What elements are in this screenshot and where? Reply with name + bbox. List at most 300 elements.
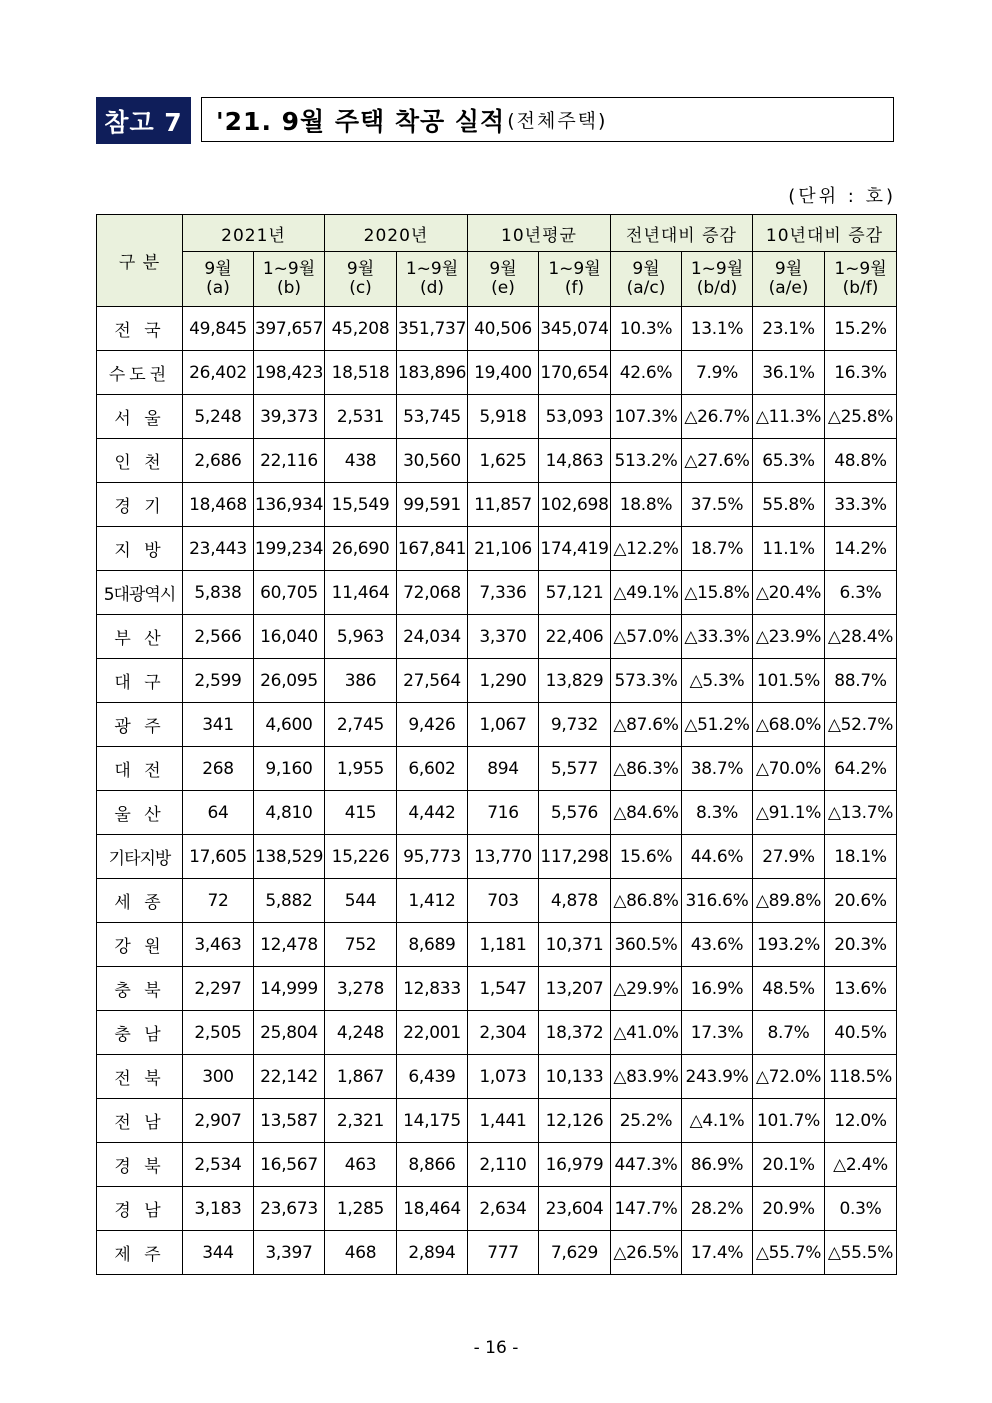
value-cell: 4,248 [325, 1011, 397, 1055]
region-cell: 경 북 [97, 1143, 183, 1187]
value-cell: 44.6% [682, 835, 753, 879]
value-cell: △33.3% [682, 615, 753, 659]
value-cell: 136,934 [254, 483, 325, 527]
region-cell: 부 산 [97, 615, 183, 659]
value-cell: 14,175 [397, 1099, 468, 1143]
value-cell: 894 [468, 747, 539, 791]
table-row [97, 659, 897, 703]
value-cell: 40,506 [468, 307, 539, 351]
value-cell: △87.6% [611, 703, 682, 747]
value-cell: 1,547 [468, 967, 539, 1011]
table-row [97, 483, 897, 527]
value-cell: 53,093 [539, 395, 611, 439]
table-row [97, 747, 897, 791]
value-cell: 88.7% [825, 659, 897, 703]
value-cell: 2,907 [183, 1099, 254, 1143]
value-cell: 7.9% [682, 351, 753, 395]
value-cell: 268 [183, 747, 254, 791]
value-cell: 18,518 [325, 351, 397, 395]
value-cell: 13,770 [468, 835, 539, 879]
value-cell: 9,732 [539, 703, 611, 747]
value-cell: 37.5% [682, 483, 753, 527]
column-header-period: 9월 [346, 259, 375, 279]
unit-label: (단위 : 호) [788, 186, 896, 207]
table-row [97, 307, 897, 351]
value-cell: △13.7% [825, 791, 897, 835]
value-cell: 7,336 [468, 571, 539, 615]
value-cell: 22,142 [254, 1055, 325, 1099]
value-cell: △29.9% [611, 967, 682, 1011]
value-cell: 17.3% [682, 1011, 753, 1055]
value-cell: 86.9% [682, 1143, 753, 1187]
column-header-period: 1~9월 [548, 259, 601, 279]
value-cell: 13,829 [539, 659, 611, 703]
value-cell: 7,629 [539, 1231, 611, 1275]
table-row [97, 1011, 897, 1055]
value-cell: 1,412 [397, 879, 468, 923]
value-cell: 183,896 [397, 351, 468, 395]
region-cell: 대 전 [97, 747, 183, 791]
value-cell: 15.2% [825, 307, 897, 351]
value-cell: 345,074 [539, 307, 611, 351]
value-cell: 5,838 [183, 571, 254, 615]
value-cell: 12,126 [539, 1099, 611, 1143]
value-cell: 16.3% [825, 351, 897, 395]
value-cell: 23,604 [539, 1187, 611, 1231]
column-header-period: 1~9월 [405, 259, 459, 279]
value-cell: 1,441 [468, 1099, 539, 1143]
value-cell: 12,833 [397, 967, 468, 1011]
table-row [97, 1055, 897, 1099]
value-cell: 573.3% [611, 659, 682, 703]
value-cell: 57,121 [539, 571, 611, 615]
value-cell: 45,208 [325, 307, 397, 351]
value-cell: △20.4% [753, 571, 825, 615]
table-row [97, 1187, 897, 1231]
column-header-code: (a/c) [626, 278, 666, 298]
value-cell: 2,894 [397, 1231, 468, 1275]
value-cell: 2,566 [183, 615, 254, 659]
value-cell: 18,468 [183, 483, 254, 527]
value-cell: 118.5% [825, 1055, 897, 1099]
value-cell: 65.3% [753, 439, 825, 483]
value-cell: 107.3% [611, 395, 682, 439]
value-cell: 8.3% [682, 791, 753, 835]
table-row [97, 395, 897, 439]
value-cell: 14.2% [825, 527, 897, 571]
value-cell: △15.8% [682, 571, 753, 615]
value-cell: △11.3% [753, 395, 825, 439]
document-title: '21. 9월 주택 착공 실적 [216, 106, 506, 136]
table-row [97, 703, 897, 747]
value-cell: 193.2% [753, 923, 825, 967]
value-cell: 1,067 [468, 703, 539, 747]
value-cell: △41.0% [611, 1011, 682, 1055]
value-cell: △89.8% [753, 879, 825, 923]
title-row [96, 97, 896, 144]
table-row [97, 967, 897, 1011]
value-cell: 117,298 [539, 835, 611, 879]
value-cell: △51.2% [682, 703, 753, 747]
table-row [97, 615, 897, 659]
value-cell: 9,426 [397, 703, 468, 747]
value-cell: 3,278 [325, 967, 397, 1011]
value-cell: 300 [183, 1055, 254, 1099]
value-cell: △55.5% [825, 1231, 897, 1275]
value-cell: 11,857 [468, 483, 539, 527]
value-cell: 16,567 [254, 1143, 325, 1187]
group-header: 10년평균 [468, 215, 611, 252]
value-cell: 9,160 [254, 747, 325, 791]
column-header-code: (a) [206, 278, 230, 298]
value-cell: △86.3% [611, 747, 682, 791]
value-cell: 8.7% [753, 1011, 825, 1055]
table-row [97, 879, 897, 923]
reference-badge: 참고 7 [96, 97, 191, 144]
value-cell: △26.7% [682, 395, 753, 439]
table-body [97, 307, 897, 1275]
value-cell: △12.2% [611, 527, 682, 571]
value-cell: △91.1% [753, 791, 825, 835]
value-cell: △52.7% [825, 703, 897, 747]
value-cell: 10,371 [539, 923, 611, 967]
value-cell: 18.7% [682, 527, 753, 571]
column-header-code: (f) [564, 278, 585, 298]
value-cell: 40.5% [825, 1011, 897, 1055]
value-cell: 72,068 [397, 571, 468, 615]
value-cell: 48.5% [753, 967, 825, 1011]
value-cell: 5,576 [539, 791, 611, 835]
region-cell: 대 구 [97, 659, 183, 703]
table-row [97, 1099, 897, 1143]
value-cell: 2,505 [183, 1011, 254, 1055]
value-cell: 16,979 [539, 1143, 611, 1187]
column-header-code: (e) [491, 278, 515, 298]
column-header-period: 1~9월 [834, 259, 887, 279]
value-cell: 64 [183, 791, 254, 835]
value-cell: 2,321 [325, 1099, 397, 1143]
value-cell: 24,034 [397, 615, 468, 659]
column-header-code: (b) [276, 278, 302, 298]
region-cell: 전 남 [97, 1099, 183, 1143]
value-cell: 102,698 [539, 483, 611, 527]
value-cell: 25.2% [611, 1099, 682, 1143]
value-cell: 15.6% [611, 835, 682, 879]
value-cell: 18,372 [539, 1011, 611, 1055]
region-cell: 수도권 [97, 351, 183, 395]
value-cell: 147.7% [611, 1187, 682, 1231]
region-cell: 전 북 [97, 1055, 183, 1099]
value-cell: 27,564 [397, 659, 468, 703]
value-cell: △23.9% [753, 615, 825, 659]
column-header [753, 252, 825, 307]
value-cell: 438 [325, 439, 397, 483]
column-header-code: (b/d) [696, 278, 738, 298]
value-cell: 20.1% [753, 1143, 825, 1187]
value-cell: 72 [183, 879, 254, 923]
value-cell: △57.0% [611, 615, 682, 659]
column-header-period: 1~9월 [690, 259, 744, 279]
value-cell: 21,106 [468, 527, 539, 571]
value-cell: 26,095 [254, 659, 325, 703]
value-cell: △84.6% [611, 791, 682, 835]
value-cell: 18,464 [397, 1187, 468, 1231]
value-cell: 38.7% [682, 747, 753, 791]
table-row [97, 791, 897, 835]
value-cell: 1,290 [468, 659, 539, 703]
column-header-period: 9월 [204, 259, 232, 279]
value-cell: 5,882 [254, 879, 325, 923]
value-cell: △72.0% [753, 1055, 825, 1099]
table-row [97, 439, 897, 483]
value-cell: 6,602 [397, 747, 468, 791]
value-cell: 11.1% [753, 527, 825, 571]
header-corner: 구 분 [97, 215, 183, 307]
value-cell: △25.8% [825, 395, 897, 439]
region-cell: 5대광역시 [97, 571, 183, 615]
column-header [468, 252, 539, 307]
value-cell: 18.1% [825, 835, 897, 879]
value-cell: 64.2% [825, 747, 897, 791]
value-cell: 198,423 [254, 351, 325, 395]
value-cell: 3,370 [468, 615, 539, 659]
value-cell: 4,810 [254, 791, 325, 835]
value-cell: 6,439 [397, 1055, 468, 1099]
table-row [97, 835, 897, 879]
column-header [825, 252, 897, 307]
column-header [183, 252, 254, 307]
value-cell: 2,297 [183, 967, 254, 1011]
region-cell: 충 남 [97, 1011, 183, 1055]
column-header [539, 252, 611, 307]
column-header-period: 9월 [632, 259, 660, 279]
value-cell: 53,745 [397, 395, 468, 439]
value-cell: 1,285 [325, 1187, 397, 1231]
region-cell: 경 남 [97, 1187, 183, 1231]
value-cell: △4.1% [682, 1099, 753, 1143]
value-cell: 316.6% [682, 879, 753, 923]
value-cell: 60,705 [254, 571, 325, 615]
value-cell: 20.3% [825, 923, 897, 967]
column-header-period: 9월 [489, 259, 517, 279]
value-cell: △26.5% [611, 1231, 682, 1275]
value-cell: 2,534 [183, 1143, 254, 1187]
value-cell: 397,657 [254, 307, 325, 351]
value-cell: 344 [183, 1231, 254, 1275]
column-header [682, 252, 753, 307]
title-box [201, 97, 894, 142]
value-cell: 1,867 [325, 1055, 397, 1099]
value-cell: 4,878 [539, 879, 611, 923]
value-cell: 415 [325, 791, 397, 835]
value-cell: 447.3% [611, 1143, 682, 1187]
region-cell: 기타지방 [97, 835, 183, 879]
value-cell: 10,133 [539, 1055, 611, 1099]
value-cell: 36.1% [753, 351, 825, 395]
value-cell: 0.3% [825, 1187, 897, 1231]
value-cell: 2,745 [325, 703, 397, 747]
value-cell: 13.1% [682, 307, 753, 351]
value-cell: 10.3% [611, 307, 682, 351]
value-cell: 1,625 [468, 439, 539, 483]
region-cell: 전 국 [97, 307, 183, 351]
value-cell: 4,600 [254, 703, 325, 747]
value-cell: 30,560 [397, 439, 468, 483]
table-row [97, 1231, 897, 1275]
group-header: 2021년 [183, 215, 325, 252]
value-cell: 23.1% [753, 307, 825, 351]
value-cell: 27.9% [753, 835, 825, 879]
column-header [325, 252, 397, 307]
value-cell: 2,110 [468, 1143, 539, 1187]
value-cell: 17,605 [183, 835, 254, 879]
value-cell: 167,841 [397, 527, 468, 571]
table-row [97, 923, 897, 967]
value-cell: 716 [468, 791, 539, 835]
value-cell: 42.6% [611, 351, 682, 395]
value-cell: △27.6% [682, 439, 753, 483]
page-number: - 16 - [473, 1338, 519, 1358]
value-cell: 43.6% [682, 923, 753, 967]
column-header-period: 1~9월 [262, 259, 316, 279]
value-cell: 463 [325, 1143, 397, 1187]
value-cell: 3,397 [254, 1231, 325, 1275]
housing-starts-table [96, 214, 897, 1275]
value-cell: 16.9% [682, 967, 753, 1011]
value-cell: △55.7% [753, 1231, 825, 1275]
value-cell: 5,248 [183, 395, 254, 439]
value-cell: 2,686 [183, 439, 254, 483]
column-header-code: (a/e) [768, 278, 809, 298]
value-cell: 18.8% [611, 483, 682, 527]
value-cell: 1,181 [468, 923, 539, 967]
value-cell: 16,040 [254, 615, 325, 659]
value-cell: 22,116 [254, 439, 325, 483]
value-cell: 14,863 [539, 439, 611, 483]
region-cell: 제 주 [97, 1231, 183, 1275]
value-cell: 8,866 [397, 1143, 468, 1187]
value-cell: 28.2% [682, 1187, 753, 1231]
value-cell: 26,402 [183, 351, 254, 395]
region-cell: 서 울 [97, 395, 183, 439]
value-cell: △2.4% [825, 1143, 897, 1187]
table-row [97, 351, 897, 395]
value-cell: 95,773 [397, 835, 468, 879]
value-cell: 5,963 [325, 615, 397, 659]
value-cell: 12.0% [825, 1099, 897, 1143]
value-cell: 513.2% [611, 439, 682, 483]
value-cell: 3,183 [183, 1187, 254, 1231]
group-header: 2020년 [325, 215, 468, 252]
region-cell: 인 천 [97, 439, 183, 483]
value-cell: 101.7% [753, 1099, 825, 1143]
value-cell: 12,478 [254, 923, 325, 967]
table-row [97, 1143, 897, 1187]
value-cell: 39,373 [254, 395, 325, 439]
column-header [254, 252, 325, 307]
value-cell: 2,531 [325, 395, 397, 439]
value-cell: 15,549 [325, 483, 397, 527]
value-cell: 341 [183, 703, 254, 747]
value-cell: 13,587 [254, 1099, 325, 1143]
value-cell: 11,464 [325, 571, 397, 615]
value-cell: 48.8% [825, 439, 897, 483]
value-cell: △70.0% [753, 747, 825, 791]
region-cell: 세 종 [97, 879, 183, 923]
region-cell: 충 북 [97, 967, 183, 1011]
value-cell: 2,304 [468, 1011, 539, 1055]
value-cell: 5,577 [539, 747, 611, 791]
value-cell: 752 [325, 923, 397, 967]
region-cell: 광 주 [97, 703, 183, 747]
value-cell: 33.3% [825, 483, 897, 527]
column-header [397, 252, 468, 307]
value-cell: 360.5% [611, 923, 682, 967]
value-cell: △68.0% [753, 703, 825, 747]
table-row [97, 527, 897, 571]
value-cell: 8,689 [397, 923, 468, 967]
region-cell: 강 원 [97, 923, 183, 967]
value-cell: 49,845 [183, 307, 254, 351]
value-cell: △28.4% [825, 615, 897, 659]
value-cell: 17.4% [682, 1231, 753, 1275]
value-cell: 1,955 [325, 747, 397, 791]
value-cell: 5,918 [468, 395, 539, 439]
value-cell: 3,463 [183, 923, 254, 967]
value-cell: 2,634 [468, 1187, 539, 1231]
value-cell: △49.1% [611, 571, 682, 615]
value-cell: 26,690 [325, 527, 397, 571]
value-cell: 23,673 [254, 1187, 325, 1231]
column-header-code: (b/f) [842, 278, 879, 298]
group-header: 전년대비 증감 [611, 215, 753, 252]
value-cell: 20.6% [825, 879, 897, 923]
table-row [97, 571, 897, 615]
column-header-code: (c) [349, 278, 372, 298]
value-cell: 138,529 [254, 835, 325, 879]
value-cell: 243.9% [682, 1055, 753, 1099]
value-cell: 15,226 [325, 835, 397, 879]
group-header: 10년대비 증감 [753, 215, 897, 252]
value-cell: 13,207 [539, 967, 611, 1011]
region-cell: 경 기 [97, 483, 183, 527]
value-cell: 20.9% [753, 1187, 825, 1231]
region-cell: 지 방 [97, 527, 183, 571]
value-cell: 351,737 [397, 307, 468, 351]
value-cell: 468 [325, 1231, 397, 1275]
value-cell: 174,419 [539, 527, 611, 571]
value-cell: 2,599 [183, 659, 254, 703]
subheader-row [97, 252, 897, 307]
value-cell: △86.8% [611, 879, 682, 923]
value-cell: 101.5% [753, 659, 825, 703]
value-cell: 170,654 [539, 351, 611, 395]
value-cell: 703 [468, 879, 539, 923]
column-header-code: (d) [419, 278, 445, 298]
value-cell: 386 [325, 659, 397, 703]
column-header-period: 9월 [774, 259, 803, 279]
value-cell: 22,406 [539, 615, 611, 659]
value-cell: 25,804 [254, 1011, 325, 1055]
value-cell: 55.8% [753, 483, 825, 527]
value-cell: 14,999 [254, 967, 325, 1011]
document-subtitle: (전체주택) [507, 110, 608, 132]
value-cell: 544 [325, 879, 397, 923]
value-cell: 1,073 [468, 1055, 539, 1099]
value-cell: 22,001 [397, 1011, 468, 1055]
value-cell: △5.3% [682, 659, 753, 703]
column-header [611, 252, 682, 307]
